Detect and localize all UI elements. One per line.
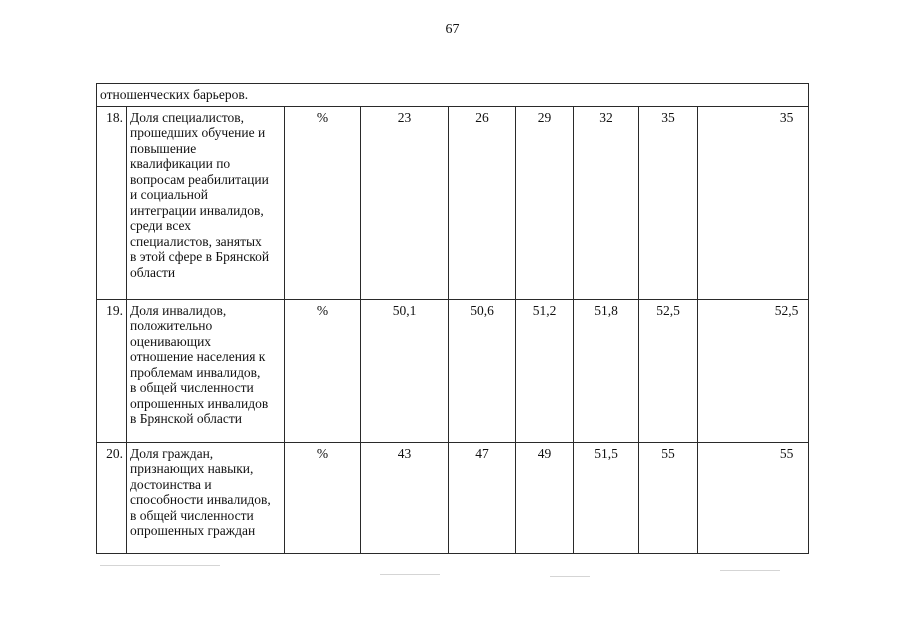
unit-cell: % — [285, 299, 361, 442]
description-line: проблемам инвалидов, — [130, 364, 261, 380]
value-cell: 35 — [698, 106, 809, 299]
indicator-description — [127, 442, 285, 553]
value-cell: 52,5 — [698, 299, 809, 442]
row-number: 18. — [97, 106, 127, 299]
description-line: признающих навыки, — [130, 461, 254, 476]
description-line: среди всех — [130, 218, 192, 233]
description-line: опрошенных граждан — [130, 523, 256, 538]
continuation-text: отношенческих барьеров. — [97, 84, 809, 107]
row-number: 19. — [97, 299, 127, 442]
table-row — [97, 106, 809, 299]
value-cell: 32 — [574, 106, 639, 299]
description-line: достоинства и — [130, 476, 212, 492]
description-line: оценивающих — [130, 333, 212, 349]
description-line: области — [130, 264, 176, 280]
value-cell: 35 — [639, 106, 698, 299]
unit-cell: % — [285, 442, 361, 553]
description-line: отношение населения к — [130, 349, 266, 364]
description-line: интеграции инвалидов, — [130, 202, 264, 218]
page-number: 67 — [445, 22, 460, 37]
value-cell: 26 — [449, 106, 516, 299]
description-line: специалистов, занятых — [130, 233, 262, 249]
description-line: квалификации по — [130, 156, 231, 171]
scan-noise — [380, 574, 440, 575]
description-line: повышение — [130, 140, 197, 156]
value-cell: 47 — [449, 442, 516, 553]
scan-noise — [720, 570, 780, 571]
value-cell: 50,1 — [361, 299, 449, 442]
unit-cell: % — [285, 106, 361, 299]
value-cell: 29 — [516, 106, 574, 299]
description-line: способности инвалидов, — [130, 492, 271, 507]
continuation-row — [97, 84, 809, 107]
value-cell: 51,2 — [516, 299, 574, 442]
indicator-description — [127, 106, 285, 299]
scan-noise — [550, 576, 590, 577]
description-line: опрошенных инвалидов — [130, 395, 269, 411]
description-line: в Брянской области — [130, 411, 243, 426]
value-cell: 50,6 — [449, 299, 516, 442]
description-line: положительно — [130, 318, 213, 333]
description-line: в этой сфере в Брянской — [130, 249, 270, 264]
description-line: Доля специалистов, — [130, 109, 245, 125]
description-line: в общей численности — [130, 380, 254, 395]
indicator-description — [127, 299, 285, 442]
value-cell: 51,8 — [574, 299, 639, 442]
description-line: прошедших обучение и — [130, 125, 266, 140]
row-number: 20. — [97, 442, 127, 553]
description-line: Доля граждан, — [130, 445, 214, 461]
indicators-table — [96, 83, 809, 554]
table-row — [97, 299, 809, 442]
description-line: в общей численности — [130, 507, 254, 523]
description-line: Доля инвалидов, — [130, 302, 227, 318]
value-cell: 51,5 — [574, 442, 639, 553]
value-cell: 52,5 — [639, 299, 698, 442]
value-cell: 49 — [516, 442, 574, 553]
table-row — [97, 442, 809, 553]
description-line: вопросам реабилитации — [130, 171, 269, 187]
value-cell: 55 — [698, 442, 809, 553]
value-cell: 43 — [361, 442, 449, 553]
description-line: и социальной — [130, 187, 208, 202]
value-cell: 23 — [361, 106, 449, 299]
value-cell: 55 — [639, 442, 698, 553]
scan-noise — [100, 565, 220, 566]
